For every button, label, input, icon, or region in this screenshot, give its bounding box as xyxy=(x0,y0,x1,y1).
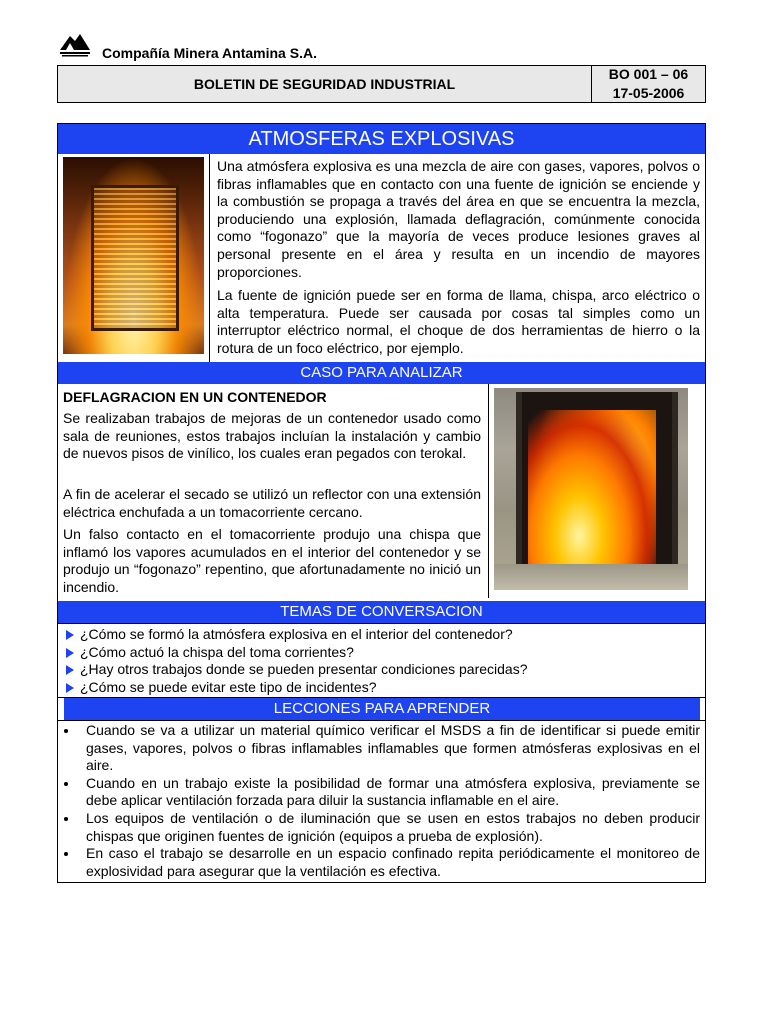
bulletin-title-text: BOLETIN DE SEGURIDAD INDUSTRIAL xyxy=(193,76,456,92)
case-subtitle: DEFLAGRACION EN UN CONTENEDOR xyxy=(63,389,327,405)
case-heading: CASO PARA ANALIZAR xyxy=(58,362,705,384)
company-name: Compañía Minera Antamina S.A. xyxy=(102,45,317,61)
arrow-bullet-icon xyxy=(66,630,74,640)
list-item: En caso el trabajo se desarrolle en un espacio confinado repita periódicamente el monitoreo de explosividad para asegurar que la ventilación es efectiva. xyxy=(58,845,700,880)
company-logo xyxy=(58,30,92,60)
arrow-bullet-icon xyxy=(66,683,74,693)
bulletin-title xyxy=(57,65,592,103)
page-title: ATMOSFERAS EXPLOSIVAS xyxy=(58,124,705,154)
bulletin-code-box xyxy=(591,65,706,103)
list-item: Cuando se va a utilizar un material químico verificar el MSDS a fin de identificar si puede emitir gases, vapores, polvos o fibras inflamables inflamables que formen atmósferas explosivas en el aire. xyxy=(58,722,700,775)
lessons-rule xyxy=(58,720,705,721)
list-item: Cuando en un trabajo existe la posibilidad de formar una atmósfera explosiva, previamente se debe aplicar ventilación forzada para diluir la sustancia inflamable en el aire. xyxy=(58,775,700,810)
topics-heading: TEMAS DE CONVERSACION xyxy=(58,601,705,623)
arrow-bullet-icon xyxy=(66,648,74,658)
bullet-dot-icon xyxy=(64,729,68,733)
case-divider xyxy=(488,384,489,598)
bulletin-code: BO 001 – 06 xyxy=(608,66,689,82)
list-item: Los equipos de ventilación o de iluminación que se usen en estos trabajos no deben producir chispas que originen fuentes de ignición (equipos a prueba de explosión). xyxy=(58,810,700,845)
lessons-heading: LECCIONES PARA APRENDER xyxy=(64,698,700,720)
case-paragraph-3: Un falso contacto en el tomacorriente produjo una chispa que inflamó los vapores acumulados en el interior del contenedor y se produjo un “fogonazo” repentino, que afortunadamente no inició un incendio. xyxy=(63,526,481,595)
intro-paragraph-1: Una atmósfera explosiva es una mezcla de aire con gases, vapores, polvos o fibras inflamables que en contacto con una fuente de ignición se enciende y la combustión se propaga a través del área en que se encuentra la mezcla, produciendo una explosión, llamada deflagración, comúnmente conocida como “fogonazo” que la mayoría de veces produce lesiones graves al personal presente en el área y resulta en un incendio de mayores proporciones. xyxy=(217,158,700,280)
intro-divider xyxy=(209,154,210,362)
container-fire-photo xyxy=(494,388,688,590)
topics-rule xyxy=(58,623,705,624)
arrow-bullet-icon xyxy=(66,665,74,675)
list-item: ¿Cómo actuó la chispa del toma corrientes? xyxy=(58,644,705,662)
lessons-list xyxy=(58,722,700,880)
bullet-dot-icon xyxy=(64,782,68,786)
explosion-photo xyxy=(63,157,204,354)
bullet-dot-icon xyxy=(64,852,68,856)
bullet-dot-icon xyxy=(64,817,68,821)
topics-list xyxy=(58,626,705,696)
bulletin-date: 17-05-2006 xyxy=(612,85,685,101)
list-item: ¿Hay otros trabajos donde se pueden presentar condiciones parecidas? xyxy=(58,661,705,679)
case-paragraph-2: A fin de acelerar el secado se utilizó un reflector con una extensión eléctrica enchufada a un tomacorriente cercano. xyxy=(63,486,481,520)
intro-paragraph-2: La fuente de ignición puede ser en forma de llama, chispa, arco eléctrico o alta temperatura. Puede ser causada por cosas tal simples como un interruptor eléctrico normal, el choque de dos herramientas de hierro o la rotura de un foco eléctrico, por ejemplo. xyxy=(217,287,700,356)
list-item: ¿Cómo se formó la atmósfera explosiva en el interior del contenedor? xyxy=(58,626,705,644)
case-paragraph-1: Se realizaban trabajos de mejoras de un contenedor usado como sala de reuniones, estos trabajos incluían la instalación y cambio de nuevos pisos de vinílico, los cuales eran pegados con terokal. xyxy=(63,410,481,462)
list-item: ¿Cómo se puede evitar este tipo de incidentes? xyxy=(58,679,705,697)
